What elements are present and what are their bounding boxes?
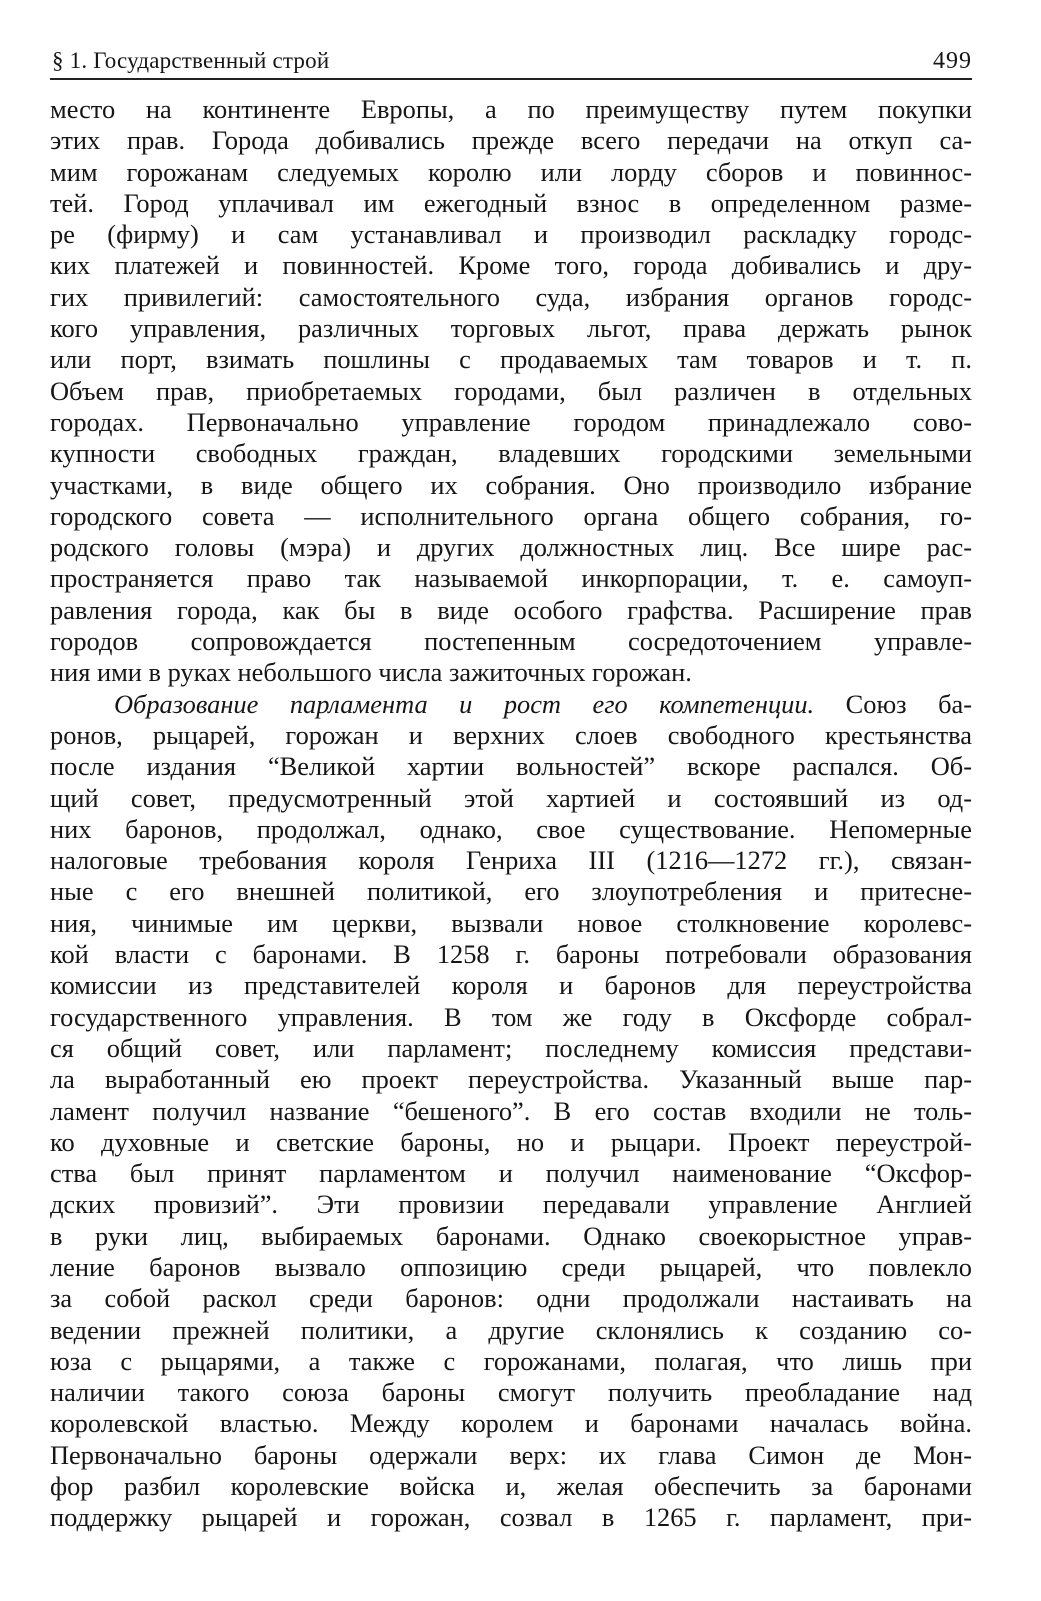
text-line: ко духовные и светские бароны, но и рыцари. Проект переустрой-	[50, 1126, 972, 1157]
text-line: Первоначально бароны одержали верх: их глава Симон де Мон-	[50, 1439, 972, 1470]
text-line: родского головы (мэра) и других должностных лиц. Все шире рас-	[50, 532, 972, 563]
text-line: юза с рыцарями, а также с горожанами, полагая, что лишь при	[50, 1345, 972, 1376]
text-line: гих привилегий: самостоятельного суда, избрания органов городс-	[50, 281, 972, 312]
page-body-text	[50, 94, 972, 1534]
paragraph-parliament-formation	[50, 689, 972, 1534]
section-title: § 1. Государственный строй	[52, 48, 330, 73]
text-line: купности свободных граждан, владевших городскими земельными	[50, 438, 972, 469]
paragraph-city-rights	[50, 94, 972, 689]
text-line: городов сопровождается постепенным сосредоточением управле-	[50, 626, 972, 657]
text-line: кой власти с баронами. В 1258 г. бароны потребовали образования	[50, 939, 972, 970]
text-line: за собой раскол среди баронов: одни продолжали настаивать на	[50, 1283, 972, 1314]
text-line: щий совет, предусмотренный этой хартией и состоявший из од-	[50, 782, 972, 813]
text-line: равления города, как бы в виде особого графства. Расширение прав	[50, 594, 972, 625]
text-line: или порт, взимать пошлины с продаваемых там товаров и т. п.	[50, 344, 972, 375]
subheading-line-continuation: Союз ба-	[814, 688, 972, 719]
page-number: 499	[933, 48, 972, 74]
text-line: в руки лиц, выбираемых баронами. Однако своекорыстное управ-	[50, 1220, 972, 1251]
text-line: кого управления, различных торговых льгот, права держать рынок	[50, 313, 972, 344]
text-line: поддержку рыцарей и горожан, созвал в 1265 г. парламент, при-	[50, 1502, 972, 1533]
text-line: ла выработанный ею проект переустройства. Указанный выше пар-	[50, 1064, 972, 1095]
text-line: ния, чинимые им церкви, вызвали новое столкновение королевс-	[50, 907, 972, 938]
text-line: Объем прав, приобретаемых городами, был различен в отдельных	[50, 375, 972, 406]
text-line: место на континенте Европы, а по преимуществу путем покупки	[50, 94, 972, 124]
text-line: государственного управления. В том же году в Оксфорде собрал-	[50, 1001, 972, 1032]
text-line: городского совета — исполнительного органа общего собрания, го-	[50, 500, 972, 531]
text-line: них баронов, продолжал, однако, свое существование. Непомерные	[50, 813, 972, 844]
italic-subheading: Образование парламента и рост его компетенции.	[114, 688, 815, 719]
text-line: ния ими в руках небольшого числа зажиточных горожан.	[50, 657, 692, 688]
text-line: ства был принят парламентом и получил наименование “Оксфор-	[50, 1158, 972, 1189]
text-line: комиссии из представителей короля и баронов для переустройства	[50, 970, 972, 1001]
text-line: мим горожанам следуемых королю или лорду сборов и повиннос-	[50, 156, 972, 187]
text-line: городах. Первоначально управление городом принадлежало сово-	[50, 406, 972, 437]
text-line: этих прав. Города добивались прежде всего передачи на откуп са-	[50, 125, 972, 156]
text-line: ре (фирму) и сам устанавливал и производил раскладку городс-	[50, 219, 972, 250]
text-line: налоговые требования короля Генриха III (1216—1272 гг.), связан-	[50, 845, 972, 876]
text-line: ламент получил название “бешеного”. В его состав входили не толь-	[50, 1095, 972, 1126]
text-line: дских провизий”. Эти провизии передавали управление Англией	[50, 1189, 972, 1220]
text-line: участками, в виде общего их собрания. Оно производило избрание	[50, 469, 972, 500]
text-line: пространяется право так называемой инкорпорации, т. е. самоуп-	[50, 563, 972, 594]
text-line: ких платежей и повинностей. Кроме того, города добивались и дру-	[50, 250, 972, 281]
text-line: ные с его внешней политикой, его злоупотребления и притесне-	[50, 876, 972, 907]
text-line: тей. Город уплачивал им ежегодный взнос в определенном разме-	[50, 187, 972, 218]
running-header	[50, 46, 972, 80]
text-line: после издания “Великой хартии вольностей” вскоре распался. Об-	[50, 751, 972, 782]
text-line: ведении прежней политики, а другие склонялись к созданию со-	[50, 1314, 972, 1345]
text-line	[50, 689, 972, 720]
text-line: королевской властью. Между королем и баронами началась война.	[50, 1408, 972, 1439]
text-line: ронов, рыцарей, горожан и верхних слоев свободного крестьянства	[50, 719, 972, 750]
text-line: фор разбил королевские войска и, желая обеспечить за баронами	[50, 1471, 972, 1502]
text-line: ся общий совет, или парламент; последнему комиссия представи-	[50, 1032, 972, 1063]
text-line: ление баронов вызвало оппозицию среди рыцарей, что повлекло	[50, 1251, 972, 1282]
text-line: наличии такого союза бароны смогут получить преобладание над	[50, 1377, 972, 1408]
